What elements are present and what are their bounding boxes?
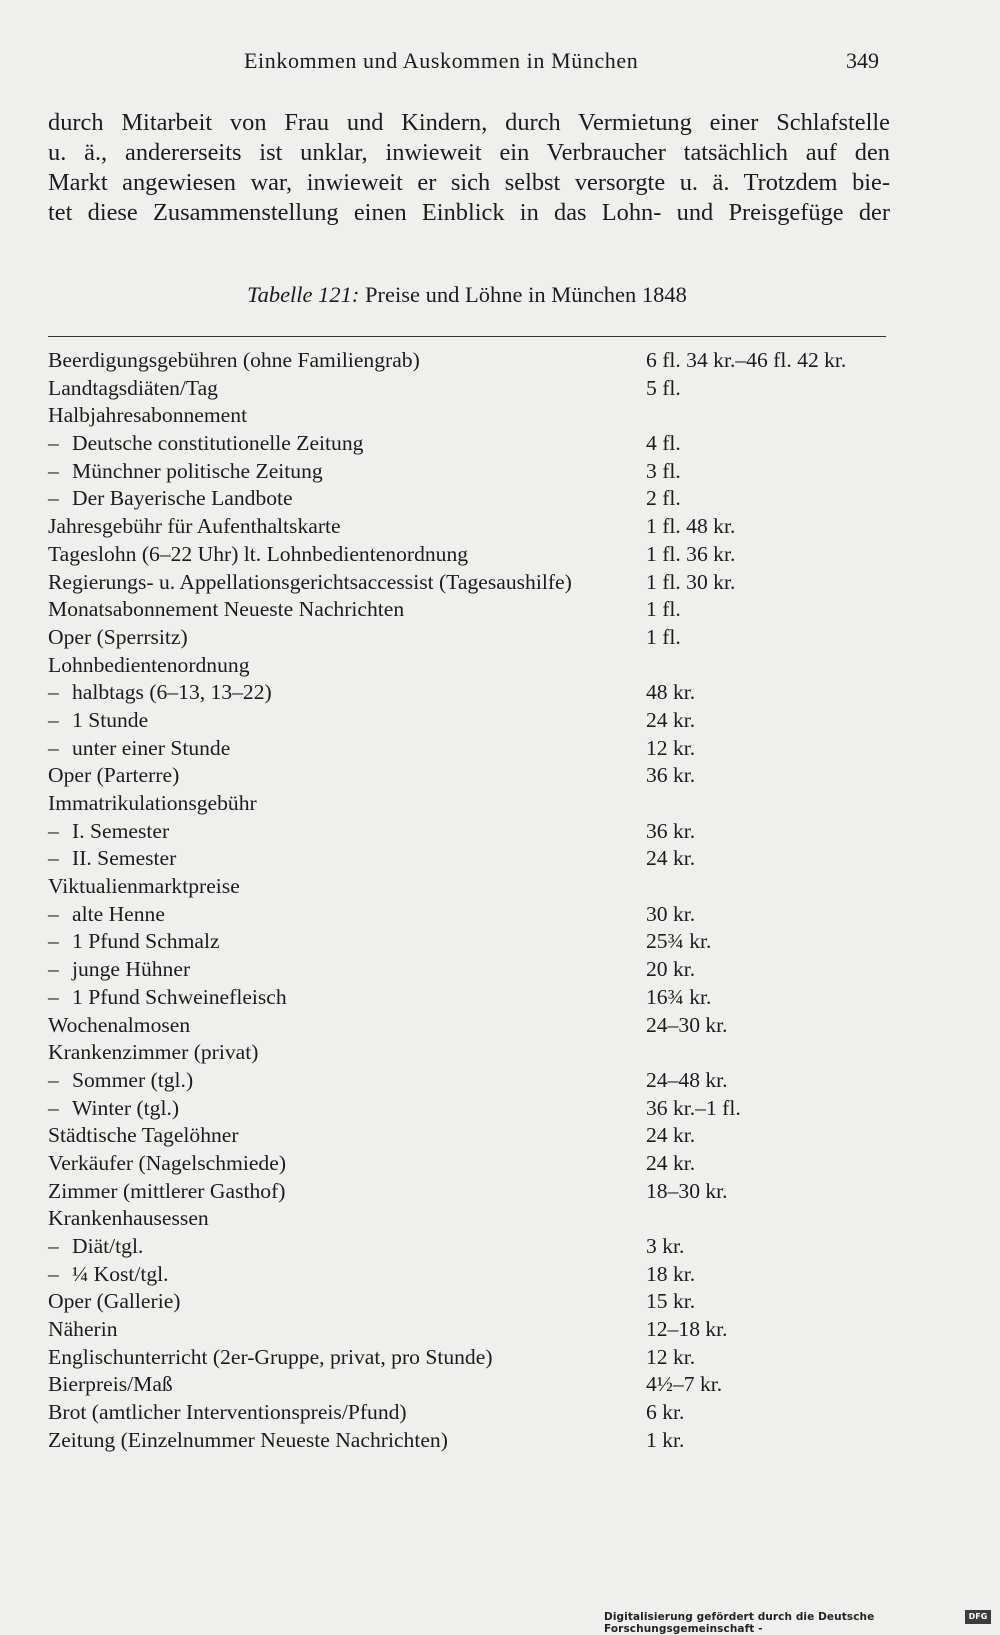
- page-number: 349: [846, 48, 879, 73]
- row-item-label: Zimmer (mittlerer Gasthof): [48, 1178, 286, 1203]
- sub-item-dash: –: [48, 707, 59, 732]
- table-row: [48, 1205, 908, 1233]
- row-item: [48, 707, 148, 735]
- row-item-label: halbtags (6–13, 13–22): [72, 680, 272, 705]
- table-row: [48, 1150, 908, 1178]
- sub-item-dash: –: [48, 846, 59, 871]
- row-item-label: Bierpreis/Maß: [48, 1372, 173, 1397]
- row-item: [48, 818, 169, 846]
- running-title: Einkommen und Auskommen in München: [244, 48, 639, 73]
- row-item-label: Krankenzimmer (privat): [48, 1040, 259, 1065]
- table-row: [48, 1095, 908, 1123]
- table-top-rule: [48, 336, 886, 337]
- sub-item-dash: –: [48, 486, 59, 511]
- row-item: [48, 1205, 209, 1233]
- body-line: durch Mitarbeit von Frau und Kindern, durch Vermietung einer Schlafstelle: [48, 109, 890, 136]
- table-row: [48, 790, 908, 818]
- table-row: [48, 1288, 908, 1316]
- table-row: [48, 1261, 908, 1289]
- row-value: 1 fl. 48 kr.: [646, 514, 736, 539]
- row-item-label: Wochenalmosen: [48, 1012, 191, 1037]
- table-row: [48, 956, 908, 984]
- row-value: 12–18 kr.: [646, 1317, 728, 1342]
- row-item-label: Landtagsdiäten/Tag: [48, 375, 218, 400]
- table-row: [48, 707, 908, 735]
- table-row: [48, 679, 908, 707]
- sub-item-dash: –: [48, 431, 59, 456]
- row-value: 24 kr.: [646, 1123, 696, 1148]
- row-item: [48, 458, 323, 486]
- row-value: 18 kr.: [646, 1261, 696, 1286]
- row-item-label: Immatrikulationsgebühr: [48, 791, 257, 815]
- table-caption: [0, 282, 934, 308]
- row-item: [48, 569, 572, 597]
- row-value: 6 kr.: [646, 1400, 685, 1425]
- row-item: [48, 402, 247, 430]
- row-item: [48, 541, 468, 569]
- row-value: 36 kr.: [646, 763, 696, 788]
- row-item: [48, 679, 272, 707]
- row-item: [48, 845, 176, 873]
- row-value: 18–30 kr.: [646, 1178, 728, 1203]
- row-item: [48, 1095, 179, 1123]
- sub-item-dash: –: [48, 735, 59, 760]
- table-row: [48, 762, 908, 790]
- table-row: [48, 375, 908, 403]
- table-row: [48, 652, 908, 680]
- row-item-label: II. Semester: [72, 846, 177, 871]
- row-item-label: Münchner politische Zeitung: [72, 458, 323, 483]
- row-item-label: Der Bayerische Landbote: [72, 486, 293, 511]
- row-item: [48, 347, 420, 375]
- row-value: 20 kr.: [646, 957, 696, 982]
- row-item-label: Krankenhausessen: [48, 1206, 209, 1231]
- row-item-label: Näherin: [48, 1317, 118, 1342]
- table-row: [48, 1178, 908, 1206]
- row-item: [48, 1178, 285, 1206]
- table-row: [48, 430, 908, 458]
- row-item: [48, 1261, 169, 1289]
- row-item-label: 1 Pfund Schmalz: [72, 929, 220, 954]
- row-item: [48, 1427, 448, 1455]
- row-item-label: junge Hühner: [72, 957, 191, 982]
- row-item: [48, 375, 218, 403]
- price-table: [48, 347, 908, 1455]
- table-row: [48, 513, 908, 541]
- footer-credit: Digitalisierung gefördert durch die Deutsche Forschungsgemeinschaft -: [604, 1611, 875, 1635]
- row-item: [48, 762, 179, 790]
- row-item: [48, 1399, 407, 1427]
- row-value: 1 fl.: [646, 597, 681, 622]
- table-row: [48, 1122, 908, 1150]
- row-item-label: Deutsche constitutionelle Zeitung: [72, 431, 364, 456]
- table-row: [48, 402, 908, 430]
- row-item: [48, 430, 363, 458]
- row-item-label: Diät/tgl.: [72, 1234, 144, 1258]
- row-value: 2 fl.: [646, 486, 681, 511]
- row-value: 25¾ kr.: [646, 929, 712, 954]
- row-value: 3 kr.: [646, 1234, 685, 1258]
- row-value: 4 fl.: [646, 431, 681, 456]
- dfg-logo: DFG: [965, 1610, 991, 1624]
- row-value: 24 kr.: [646, 1150, 696, 1175]
- row-value: 5 fl.: [646, 375, 681, 400]
- row-item: [48, 1344, 493, 1372]
- row-value: 15 kr.: [646, 1289, 696, 1314]
- row-item: [48, 513, 341, 541]
- row-value: 4½–7 kr.: [646, 1372, 723, 1397]
- row-item: [48, 956, 190, 984]
- table-row: [48, 1067, 908, 1095]
- row-item-label: Halbjahresabonnement: [48, 403, 248, 428]
- row-item-label: Oper (Parterre): [48, 763, 180, 788]
- table-row: [48, 928, 908, 956]
- row-item-label: Verkäufer (Nagelschmiede): [48, 1150, 287, 1175]
- row-item: [48, 928, 220, 956]
- row-item: [48, 735, 230, 763]
- row-item-label: Viktualienmarktpreise: [48, 874, 240, 899]
- table-row: [48, 1427, 908, 1455]
- row-item: [48, 652, 250, 680]
- table-row: [48, 624, 908, 652]
- table-row: [48, 347, 908, 375]
- table-caption-text: Preise und Löhne in München 1848: [365, 282, 687, 307]
- row-item: [48, 1288, 180, 1316]
- row-item: [48, 901, 165, 929]
- row-item-label: Lohnbedientenordnung: [48, 652, 250, 677]
- row-item: [48, 1122, 239, 1150]
- row-item-label: Regierungs- u. Appellationsgerichtsaccessist (Tagesaushilfe): [48, 569, 572, 594]
- table-row: [48, 1039, 908, 1067]
- row-item-label: I. Semester: [72, 818, 170, 843]
- row-item-label: Oper (Sperrsitz): [48, 624, 188, 649]
- sub-item-dash: –: [48, 680, 59, 705]
- row-item: [48, 485, 293, 513]
- sub-item-dash: –: [48, 1067, 59, 1092]
- row-value: 12 kr.: [646, 1344, 696, 1369]
- row-value: 1 fl. 30 kr.: [646, 569, 736, 594]
- table-row: [48, 845, 908, 873]
- row-value: 24 kr.: [646, 707, 696, 732]
- row-item-label: 1 Pfund Schweinefleisch: [72, 984, 287, 1009]
- sub-item-dash: –: [48, 818, 59, 843]
- table-row: [48, 485, 908, 513]
- table-row: [48, 901, 908, 929]
- row-item: [48, 624, 188, 652]
- row-item-label: Monatsabonnement Neueste Nachrichten: [48, 597, 405, 622]
- row-item-label: 1 Stunde: [72, 707, 149, 732]
- table-row: [48, 1344, 908, 1372]
- row-value: 1 fl. 36 kr.: [646, 541, 736, 566]
- body-line: tet diese Zusammenstellung einen Einblick in das Lohn- und Preisgefüge der: [48, 199, 890, 226]
- table-row: [48, 818, 908, 846]
- sub-item-dash: –: [48, 1234, 59, 1258]
- row-item-label: Tageslohn (6–22 Uhr) lt. Lohnbedientenordnung: [48, 541, 469, 566]
- row-item: [48, 1233, 143, 1261]
- sub-item-dash: –: [48, 984, 59, 1009]
- sub-item-dash: –: [48, 1261, 59, 1286]
- body-line: Markt angewiesen war, inwieweit er sich selbst versorgte u. ä. Trotzdem bie-: [48, 169, 890, 196]
- table-caption-label: Tabelle 121:: [247, 282, 360, 307]
- row-item: [48, 790, 257, 818]
- row-item-label: ¼ Kost/tgl.: [72, 1261, 169, 1286]
- row-item-label: Brot (amtlicher Interventionspreis/Pfund): [48, 1400, 407, 1425]
- table-row: [48, 1371, 908, 1399]
- row-item: [48, 873, 240, 901]
- running-head: [0, 48, 1000, 82]
- row-item-label: Jahresgebühr für Aufenthaltskarte: [48, 514, 341, 539]
- table-row: [48, 1012, 908, 1040]
- body-paragraph: [48, 108, 890, 228]
- row-value: 16¾ kr.: [646, 984, 712, 1009]
- row-item-label: Beerdigungsgebühren (ohne Familiengrab): [48, 348, 420, 372]
- table-row: [48, 541, 908, 569]
- row-value: 6 fl. 34 kr.–46 fl. 42 kr.: [646, 348, 847, 372]
- row-item: [48, 984, 287, 1012]
- row-item-label: Winter (tgl.): [72, 1095, 180, 1120]
- row-value: 48 kr.: [646, 680, 696, 705]
- row-item-label: Städtische Tagelöhner: [48, 1123, 239, 1148]
- row-value: 24–48 kr.: [646, 1067, 728, 1092]
- row-value: 36 kr.–1 fl.: [646, 1095, 741, 1120]
- row-value: 30 kr.: [646, 901, 696, 926]
- sub-item-dash: –: [48, 957, 59, 982]
- row-item: [48, 1039, 258, 1067]
- table-row: [48, 984, 908, 1012]
- row-item-label: Oper (Gallerie): [48, 1289, 181, 1314]
- row-value: 1 kr.: [646, 1427, 685, 1452]
- table-row: [48, 1399, 908, 1427]
- row-item: [48, 1316, 118, 1344]
- sub-item-dash: –: [48, 1095, 59, 1120]
- body-line: u. ä., andererseits ist unklar, inwieweit ein Verbraucher tatsächlich auf den: [48, 139, 890, 166]
- row-item: [48, 1150, 286, 1178]
- row-item-label: alte Henne: [72, 901, 165, 926]
- row-value: 24 kr.: [646, 846, 696, 871]
- row-value: 24–30 kr.: [646, 1012, 728, 1037]
- row-value: 1 fl.: [646, 624, 681, 649]
- sub-item-dash: –: [48, 458, 59, 483]
- table-row: [48, 1233, 908, 1261]
- table-row: [48, 569, 908, 597]
- table-row: [48, 873, 908, 901]
- sub-item-dash: –: [48, 929, 59, 954]
- row-item-label: Zeitung (Einzelnummer Neueste Nachrichten): [48, 1427, 448, 1452]
- row-item: [48, 1067, 193, 1095]
- table-row: [48, 596, 908, 624]
- row-item-label: unter einer Stunde: [72, 735, 231, 760]
- row-item: [48, 1371, 173, 1399]
- row-item-label: Sommer (tgl.): [72, 1067, 194, 1092]
- row-value: 3 fl.: [646, 458, 681, 483]
- row-item: [48, 596, 404, 624]
- table-row: [48, 735, 908, 763]
- row-value: 36 kr.: [646, 818, 696, 843]
- row-value: 12 kr.: [646, 735, 696, 760]
- row-item-label: Englischunterricht (2er-Gruppe, privat, pro Stunde): [48, 1344, 493, 1369]
- sub-item-dash: –: [48, 901, 59, 926]
- row-item: [48, 1012, 190, 1040]
- table-row: [48, 458, 908, 486]
- table-row: [48, 1316, 908, 1344]
